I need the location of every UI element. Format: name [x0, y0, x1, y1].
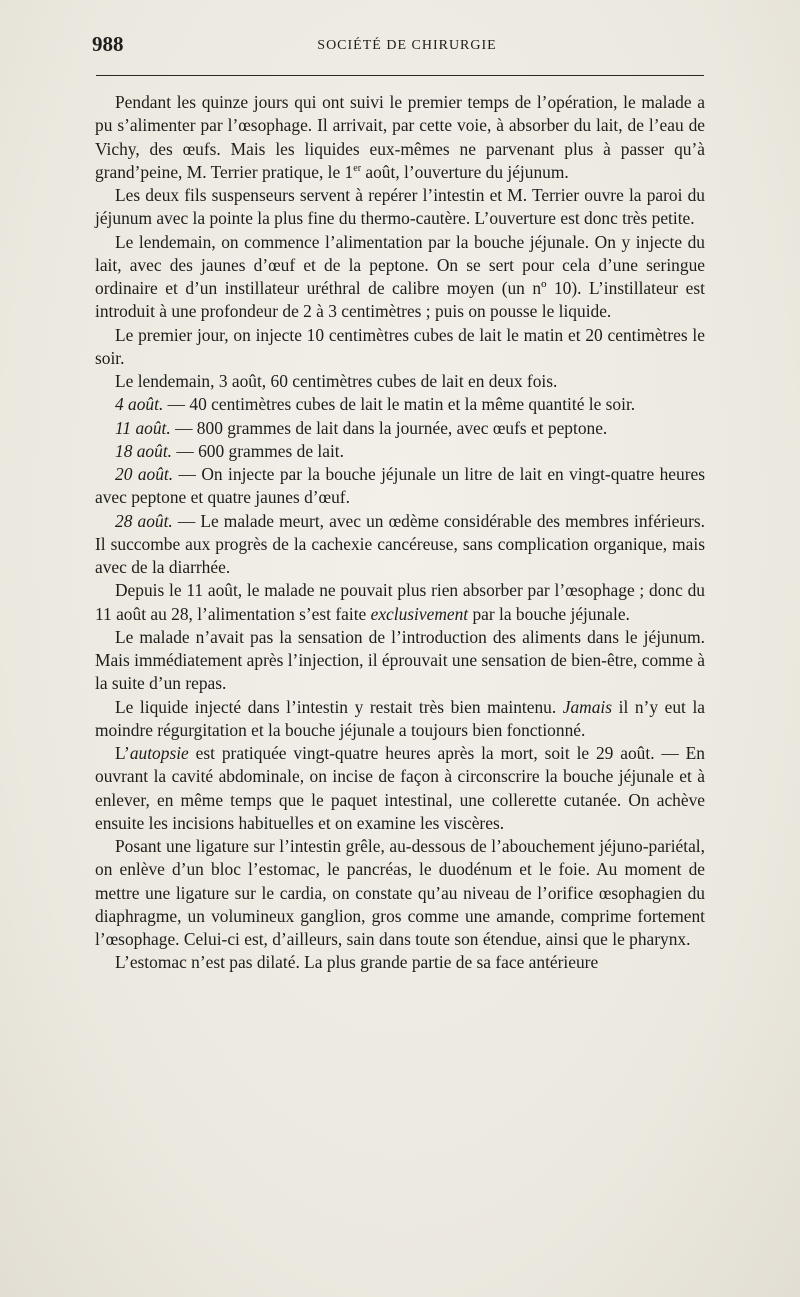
text-run: — 600 grammes de lait.: [172, 440, 344, 461]
text-run: août, l’ouverture du jéjunum.: [361, 161, 569, 182]
text-run: — Le malade meurt, avec un œdème considérable des membres inférieurs. Il succombe aux progrès de la cachexie cancéreuse, sans complication organique, mais avec de la diarrhée.: [95, 510, 705, 577]
paragraph: [95, 370, 705, 393]
paragraph: [95, 324, 705, 371]
body-text: [95, 91, 705, 975]
text-run: Le lendemain, on commence l’alimentation par la bouche jéjunale. On y injecte du lait, avec des jaunes d’œuf et de la peptone. On se sert pour cela d’une seringue ordinaire et d’un instillateur uréthral de calibre moyen (un nº 10). L’instillateur est introduit à une profondeur de 2 à 3 centimètres ; puis on pousse le liquide.: [95, 231, 705, 322]
text-run: Le lendemain, 3 août, 60 centimètres cubes de lait en deux fois.: [115, 371, 558, 391]
text-run: L’estomac n’est pas dilaté. La plus grande partie de sa face antérieure: [115, 952, 599, 973]
text-run: Le liquide injecté dans l’intestin y restait très bien maintenu.: [115, 696, 563, 717]
text-run: est pratiquée vingt-quatre heures après la mort, soit le 29 août. — En ouvrant la cavité abdominale, on incise de façon à circonscrire la bouche jéjunale et à enlever, en même temps que le paquet intestinal, une collerette cutanée. On achève ensuite les incisions habituelles et on examine les viscères.: [95, 743, 705, 833]
italic-text: 20 août.: [115, 464, 174, 484]
paragraph: [95, 742, 705, 835]
paragraph: [95, 463, 705, 510]
page-header: [92, 32, 704, 60]
italic-text: 11 août.: [115, 417, 171, 438]
text-run: — On injecte par la bouche jéjunale un litre de lait en vingt-quatre heures avec peptone et quatre jaunes d’œuf.: [95, 464, 705, 508]
text-run: Les deux fils suspenseurs servent à repérer l’intestin et M. Terrier ouvre la paroi du jéjunum avec la pointe la plus fine du thermo-cautère. L’ouverture est donc très petite.: [95, 185, 705, 229]
text-run: Depuis le 11 août, le malade ne pouvait plus rien absorber par l’œsophage ; donc du 11 août au 28, l’alimentation s’est faite: [95, 580, 705, 624]
paragraph: [95, 393, 705, 416]
paragraph: [95, 696, 705, 743]
text-run: Le malade n’avait pas la sensation de l’introduction des aliments dans le jéjunum. Mais immédiatement après l’injection, il éprouvait une sensation de bien-être, comme à la suite d’un repas.: [95, 626, 705, 694]
superscript: er: [353, 162, 362, 174]
paragraph: [95, 626, 705, 696]
text-run: — 800 grammes de lait dans la journée, avec œufs et peptone.: [170, 417, 608, 438]
text-run: Posant une ligature sur l’intestin grêle, au-dessous de l’abouchement jéjuno-pariétal, on enlève d’un bloc l’estomac, le pancréas, le duodénum et le foie. Au moment de mettre une ligature sur le cardia, on constate qu’au niveau de l’orifice œsophagien du diaphragme, un volumineux ganglion, gros comme une amande, comprime fortement l’œsophage. Celui-ci est, d’ailleurs, sain dans toute son étendue, ainsi que le pharynx.: [95, 836, 705, 949]
running-head: SOCIÉTÉ DE CHIRURGIE: [317, 38, 497, 53]
header-rule: [96, 75, 704, 76]
paragraph: [95, 417, 705, 440]
italic-text: Jamais: [562, 696, 613, 717]
paragraph: [95, 91, 705, 184]
text-run: Pendant les quinze jours qui ont suivi le premier temps de l’opération, le malade a pu s’alimenter par l’œsophage. Il arrivait, par cette voie, à absorber du lait, de l’eau de Vichy, des œufs. Mais les liquides eux-mêmes ne parvenant plus à passer qu’à grand’peine, M. Terrier pratique, le 1: [95, 92, 705, 182]
italic-text: exclusivement: [370, 603, 469, 624]
text-run: — 40 centimètres cubes de lait le matin et la même quantité le soir.: [163, 394, 636, 415]
italic-text: 4 août.: [115, 394, 164, 415]
paragraph: [95, 231, 705, 324]
paragraph: [95, 835, 705, 951]
italic-text: 18 août.: [115, 440, 173, 461]
page-number: 988: [92, 32, 124, 56]
italic-text: 28 août.: [115, 510, 173, 531]
text-run: par la bouche jéjunale.: [468, 603, 630, 624]
paragraph: [95, 579, 705, 626]
italic-text: autopsie: [129, 743, 189, 763]
paragraph: [95, 951, 705, 974]
paragraph: [95, 440, 705, 463]
paragraph: [95, 184, 705, 231]
text-run: L’: [115, 743, 130, 763]
text-run: Le premier jour, on injecte 10 centimètres cubes de lait le matin et 20 centimètres le soir.: [95, 324, 705, 368]
paragraph: [95, 510, 705, 580]
text-run: il n’y eut la moindre régurgitation et la bouche jéjunale a toujours bien fonctionné.: [95, 696, 705, 740]
